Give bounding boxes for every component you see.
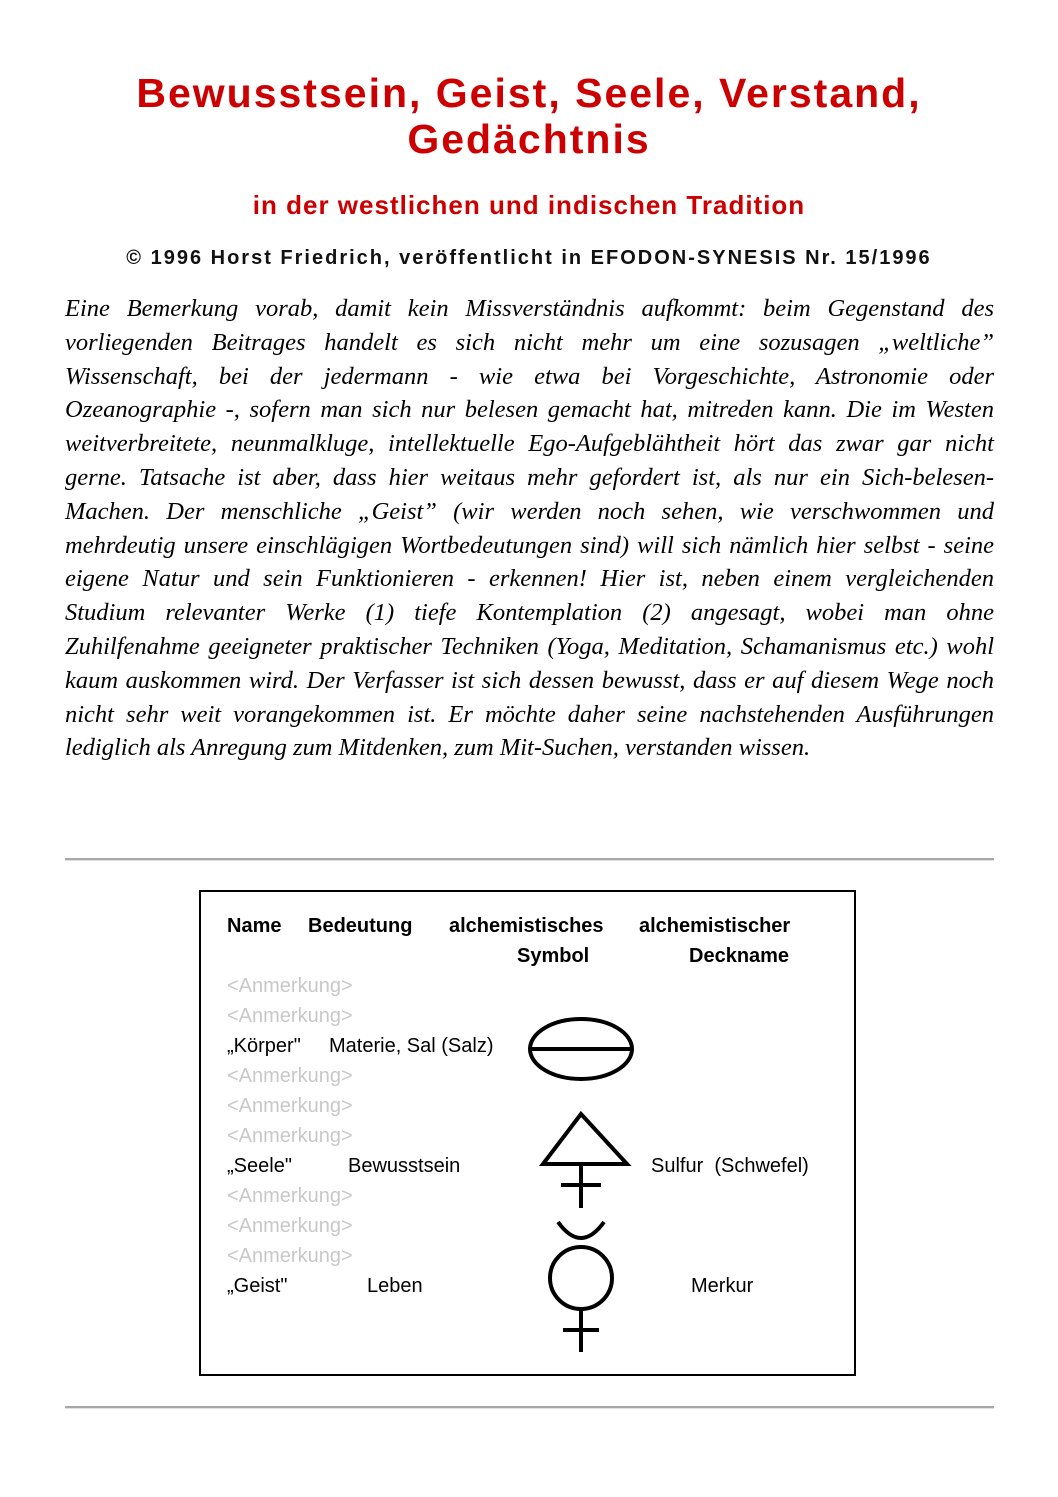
- header-meaning: Bedeutung: [308, 915, 413, 937]
- intro-paragraph: Eine Bemerkung vorab, damit kein Missverständnis aufkommt: beim Gegenstand des vorliegenden Beitrages handelt es sich nicht mehr um eine sozusagen „weltliche” Wissenschaft, bei der jedermann - wie etwa bei Vorgeschichte, Astronomie oder Ozeanographie -, sofern man sich nur belesen gemacht hat, mitreden kann. Die im Westen weitverbreitete, neunmalkluge, intellektuelle Ego-Aufgeblähtheit hört das zwar gar nicht gerne. Tatsache ist aber, dass hier weitaus mehr gefordert ist, als nur ein Sich-belesen-Machen. Der menschliche „Geist” (wir werden noch sehen, wie verschwommen und mehrdeutig unsere einschlägigen Wortbedeutungen sind) will sich nämlich hier selbst - seine eigene Natur und sein Funktionieren - erkennen! Hier ist, neben einem vergleichenden Studium relevanter Werke (1) tiefe Kontemplation (2) angesagt, wobei man ohne Zuhilfenahme geeigneter praktischer Techniken (Yoga, Meditation, Schamanismus etc.) wohl kaum auskommen wird. Der Verfasser ist sich dessen bewusst, dass er auf diesem Wege noch nicht sehr weit vorangekommen ist. Er möchte daher seine nachstehenden Ausführungen lediglich als Anregung zum Mitdenken, zum Mit-Suchen, verstanden wissen.: [65, 295, 994, 762]
- horizontal-rule-bottom: [65, 1406, 994, 1409]
- page-title: Bewusstsein, Geist, Seele, Verstand, Gedächtnis: [136, 70, 922, 162]
- row-meaning-geist: Leben: [367, 1275, 423, 1297]
- mercury-symbol-icon: [550, 1222, 612, 1352]
- page-subtitle: in der westlichen und indischen Tradition: [252, 190, 806, 220]
- annotation-placeholder: <Anmerkung>: [227, 1005, 353, 1027]
- salt-symbol-icon: [530, 1019, 632, 1079]
- annotation-placeholder: <Anmerkung>: [227, 1065, 353, 1087]
- annotation-placeholder: <Anmerkung>: [227, 1185, 353, 1207]
- header-name: Name: [227, 915, 282, 937]
- annotation-placeholder: <Anmerkung>: [227, 975, 353, 997]
- header-codename-line1: alchemistischer: [639, 915, 791, 937]
- header-codename-line2: Deckname: [689, 945, 790, 967]
- alchemy-symbols: [201, 892, 858, 1378]
- annotation-placeholder: <Anmerkung>: [227, 1245, 353, 1267]
- header-symbol-line1: alchemistisches: [449, 915, 604, 937]
- row-codename-geist: Merkur: [691, 1275, 754, 1297]
- row-meaning-koerper: Materie, Sal (Salz): [329, 1035, 494, 1057]
- row-name-geist: „Geist": [227, 1275, 288, 1297]
- sulfur-symbol-icon: [543, 1114, 627, 1208]
- annotation-placeholder: <Anmerkung>: [227, 1215, 353, 1237]
- annotation-placeholder: <Anmerkung>: [227, 1125, 353, 1147]
- annotation-placeholder: <Anmerkung>: [227, 1095, 353, 1117]
- copyright-line: © 1996 Horst Friedrich, veröffentlicht in EFODON-SYNESIS Nr. 15/1996: [126, 247, 932, 269]
- row-codename-seele: Sulfur (Schwefel): [651, 1155, 809, 1177]
- row-meaning-seele: Bewusstsein: [348, 1155, 461, 1177]
- horizontal-rule-top: [65, 858, 994, 861]
- alchemy-table-figure: [199, 890, 856, 1376]
- row-name-seele: „Seele": [227, 1155, 292, 1177]
- row-name-koerper: „Körper": [227, 1035, 301, 1057]
- header-symbol-line2: Symbol: [517, 945, 590, 967]
